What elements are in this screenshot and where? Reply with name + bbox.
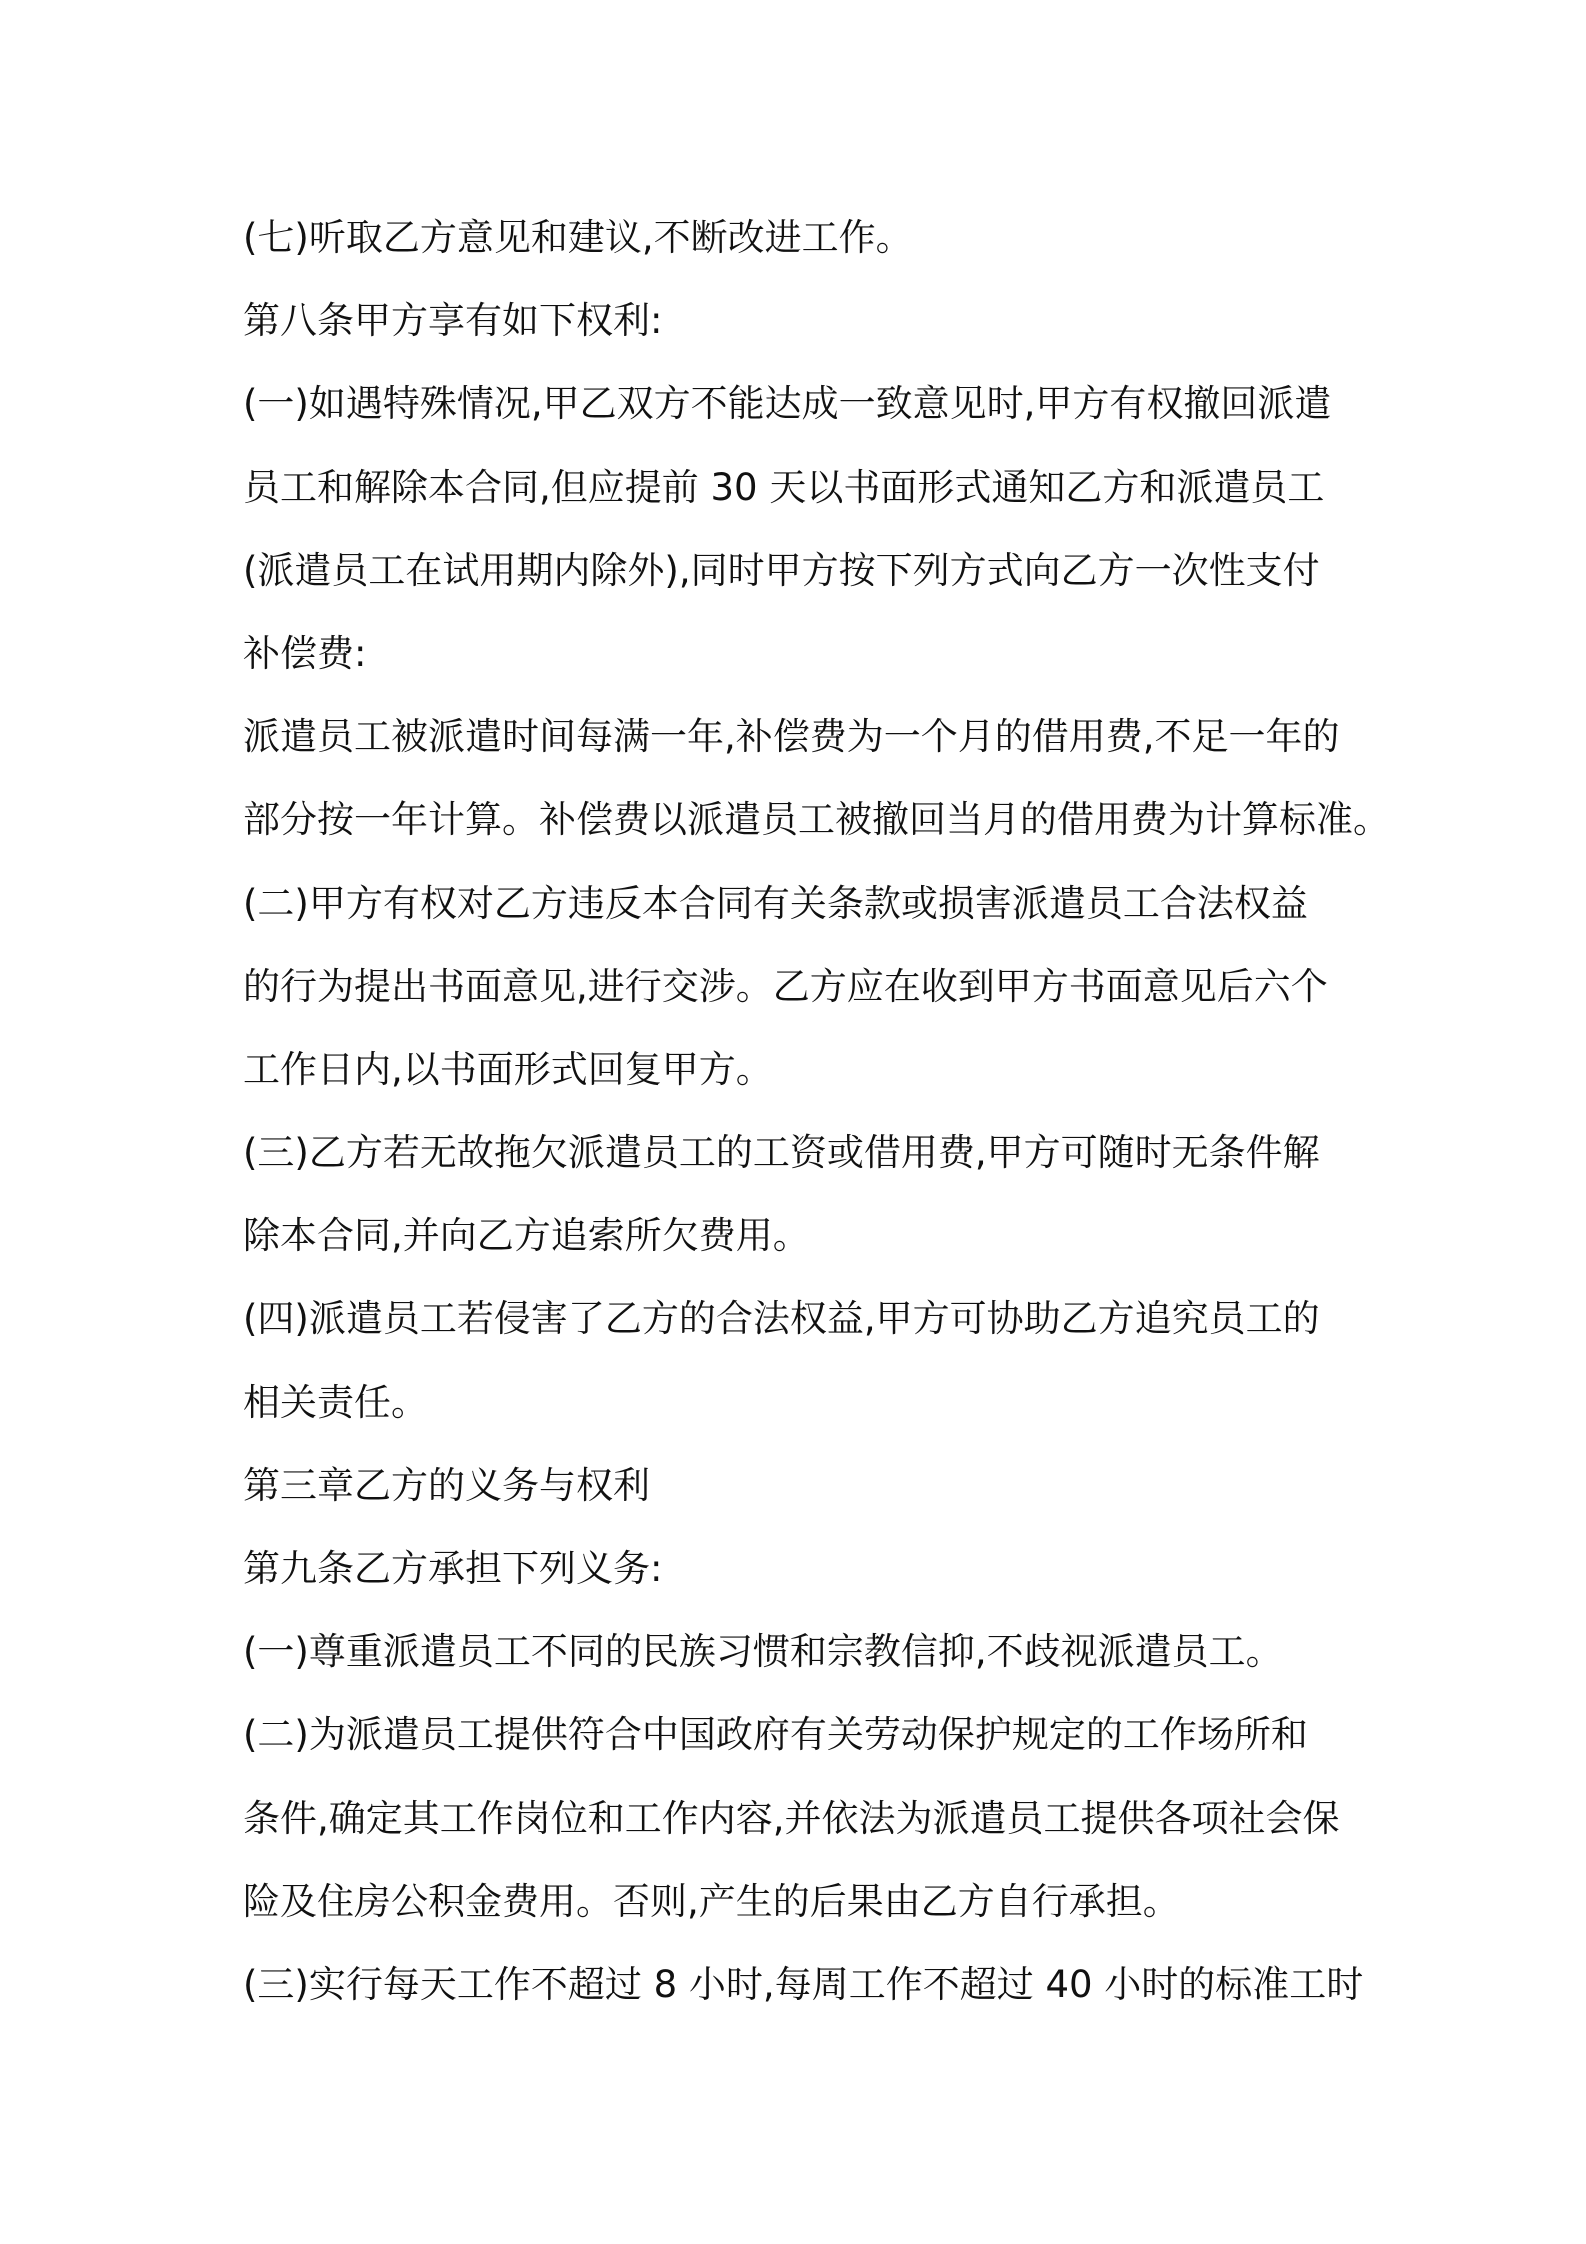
text-line: (派遣员工在试用期内除外),同时甲方按下列方式向乙方一次性支付 xyxy=(243,548,1320,592)
text-line: (三)乙方若无故拖欠派遣员工的工资或借用费,甲方可随时无条件解 xyxy=(243,1131,1320,1175)
text-line: 派遣员工被派遣时间每满一年,补偿费为一个月的借用费,不足一年的 xyxy=(243,715,1340,759)
text-line: (一)如遇特殊情况,甲乙双方不能达成一致意见时,甲方有权撤回派遣 xyxy=(243,382,1332,426)
document-body xyxy=(243,196,1390,2026)
text-line: 除本合同,并向乙方追索所欠费用。 xyxy=(243,1214,810,1258)
text-line: 相关责任。 xyxy=(243,1380,428,1424)
text-line: 险及住房公积金费用。否则,产生的后果由乙方自行承担。 xyxy=(243,1879,1180,1923)
text-line: (三)实行每天工作不超过 8 小时,每周工作不超过 40 小时的标准工时 xyxy=(243,1962,1364,2006)
text-line: (二)甲方有权对乙方违反本合同有关条款或损害派遣员工合法权益 xyxy=(243,881,1308,925)
text-line: (二)为派遣员工提供符合中国政府有关劳动保护规定的工作场所和 xyxy=(243,1713,1308,1757)
text-line: 的行为提出书面意见,进行交涉。乙方应在收到甲方书面意见后六个 xyxy=(243,964,1328,1008)
text-line: (七)听取乙方意见和建议,不断改进工作。 xyxy=(243,216,913,259)
text-line: (四)派遣员工若侵害了乙方的合法权益,甲方可协助乙方追究员工的 xyxy=(243,1297,1320,1341)
article-heading: 第八条甲方享有如下权利: xyxy=(243,299,663,343)
chapter-heading: 第三章乙方的义务与权利 xyxy=(243,1463,650,1507)
text-line: (一)尊重派遣员工不同的民族习惯和宗教信抑,不歧视派遣员工。 xyxy=(243,1630,1283,1674)
text-line: 部分按一年计算。补偿费以派遣员工被撤回当月的借用费为计算标准。 xyxy=(243,798,1390,842)
text-line: 补偿费: xyxy=(243,631,367,675)
text-line: 条件,确定其工作岗位和工作内容,并依法为派遣员工提供各项社会保 xyxy=(243,1796,1340,1840)
text-line: 员工和解除本合同,但应提前 30 天以书面形式通知乙方和派遣员工 xyxy=(243,465,1325,509)
text-line: 工作日内,以书面形式回复甲方。 xyxy=(243,1047,773,1091)
article-heading: 第九条乙方承担下列义务: xyxy=(243,1547,663,1590)
